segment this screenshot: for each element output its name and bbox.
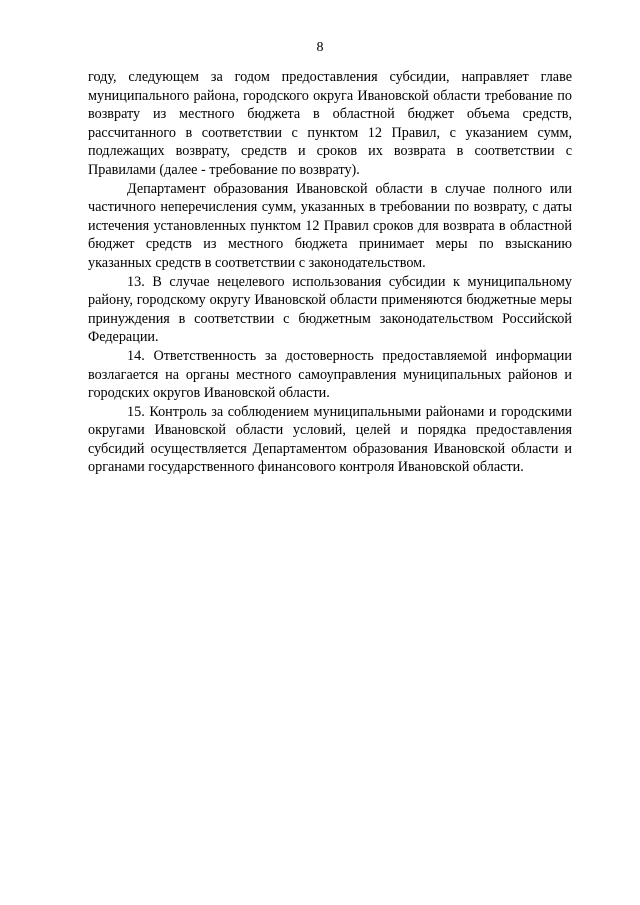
- paragraph-recovery-measures: Департамент образования Ивановской области в случае полного или частичного неперечисления сумм, указанных в требовании по возврату, с даты истечения установленных пунктом 12 Правил сроков для возврата в областной бюджет средств из местного бюджета принимает меры по взысканию указанных средств в соответствии с законодательством.: [88, 180, 572, 271]
- paragraph-item-13: 13. В случае нецелевого использования субсидии к муниципальному району, городскому округу Ивановской области применяются бюджетные меры принуждения в соответствии с бюджетным законодательством Российской Федерации.: [88, 273, 572, 346]
- paragraph-return-requirement: году, следующем за годом предоставления субсидии, направляет главе муниципального района, городского округа Ивановской области требование по возврату из местного бюджета в областной бюджет объема средств, рассчитанного в соответствии с пунктом 12 Правил, с указанием сумм, подлежащих возврату, средств и сроков их возврата в соответствии с Правилами (далее - требование по возврату).: [88, 69, 572, 178]
- paragraph-item-14: 14. Ответственность за достоверность предоставляемой информации возлагается на органы местного самоуправления муниципальных районов и городских округов Ивановской области.: [88, 347, 572, 402]
- paragraph-item-15: 15. Контроль за соблюдением муниципальными районами и городскими округами Ивановской области условий, целей и порядка предоставления субсидий осуществляется Департаментом образования Ивановской области и органами государственного финансового контроля Ивановской области.: [88, 403, 572, 476]
- document-body: [88, 68, 572, 477]
- page-number: 8: [316, 40, 324, 55]
